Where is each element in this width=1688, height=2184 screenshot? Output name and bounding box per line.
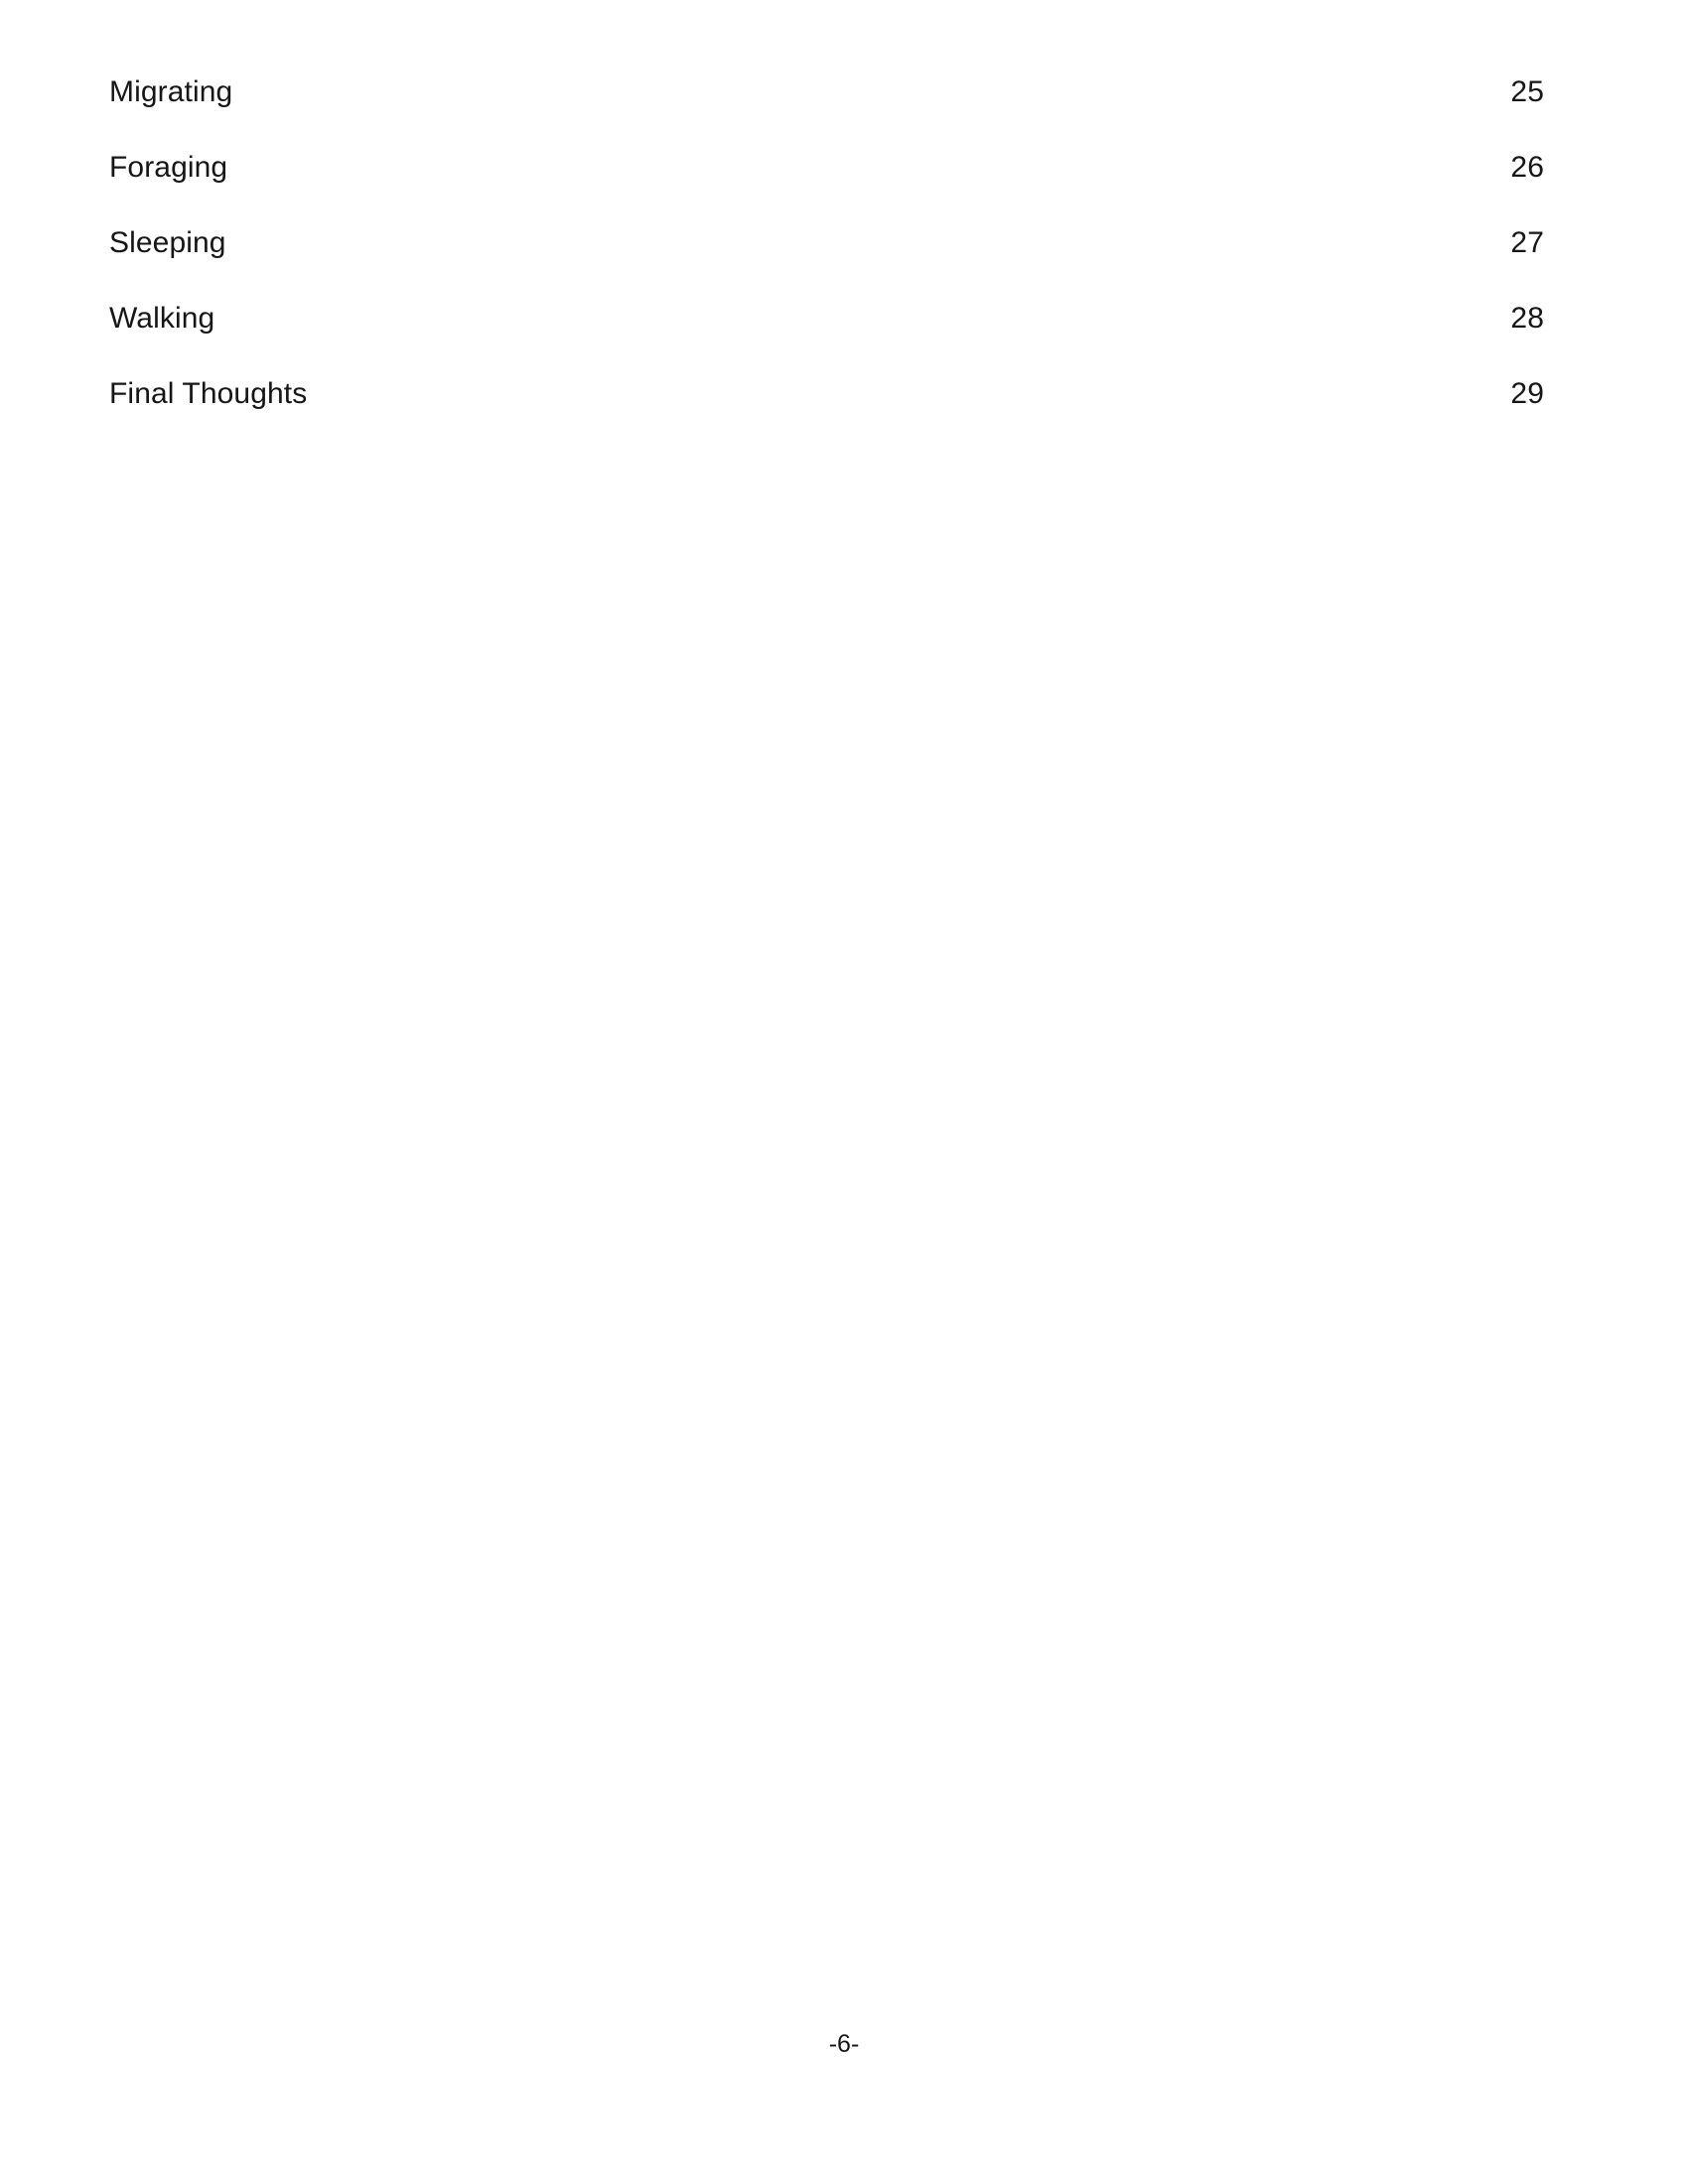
toc-entry-page-number: 26 xyxy=(1510,151,1544,184)
toc-entry-title: Final Thoughts xyxy=(109,377,308,410)
toc-entry-title: Sleeping xyxy=(109,226,226,259)
list-item[interactable] xyxy=(109,304,1544,334)
list-item[interactable] xyxy=(109,153,1544,183)
toc-entry-title: Migrating xyxy=(109,75,233,108)
toc-entry-page-number: 27 xyxy=(1510,226,1544,259)
toc-entry-title: Walking xyxy=(109,302,215,335)
list-item[interactable] xyxy=(109,379,1544,409)
list-item[interactable] xyxy=(109,77,1544,107)
toc-entry-page-number: 29 xyxy=(1510,377,1544,410)
toc-entry-title: Foraging xyxy=(109,151,228,184)
page-footer: -6- xyxy=(828,2030,860,2058)
table-of-contents xyxy=(109,77,1544,455)
toc-entry-page-number: 28 xyxy=(1510,302,1544,335)
toc-entry-page-number: 25 xyxy=(1510,75,1544,108)
list-item[interactable] xyxy=(109,228,1544,258)
toc-list xyxy=(109,77,1544,409)
